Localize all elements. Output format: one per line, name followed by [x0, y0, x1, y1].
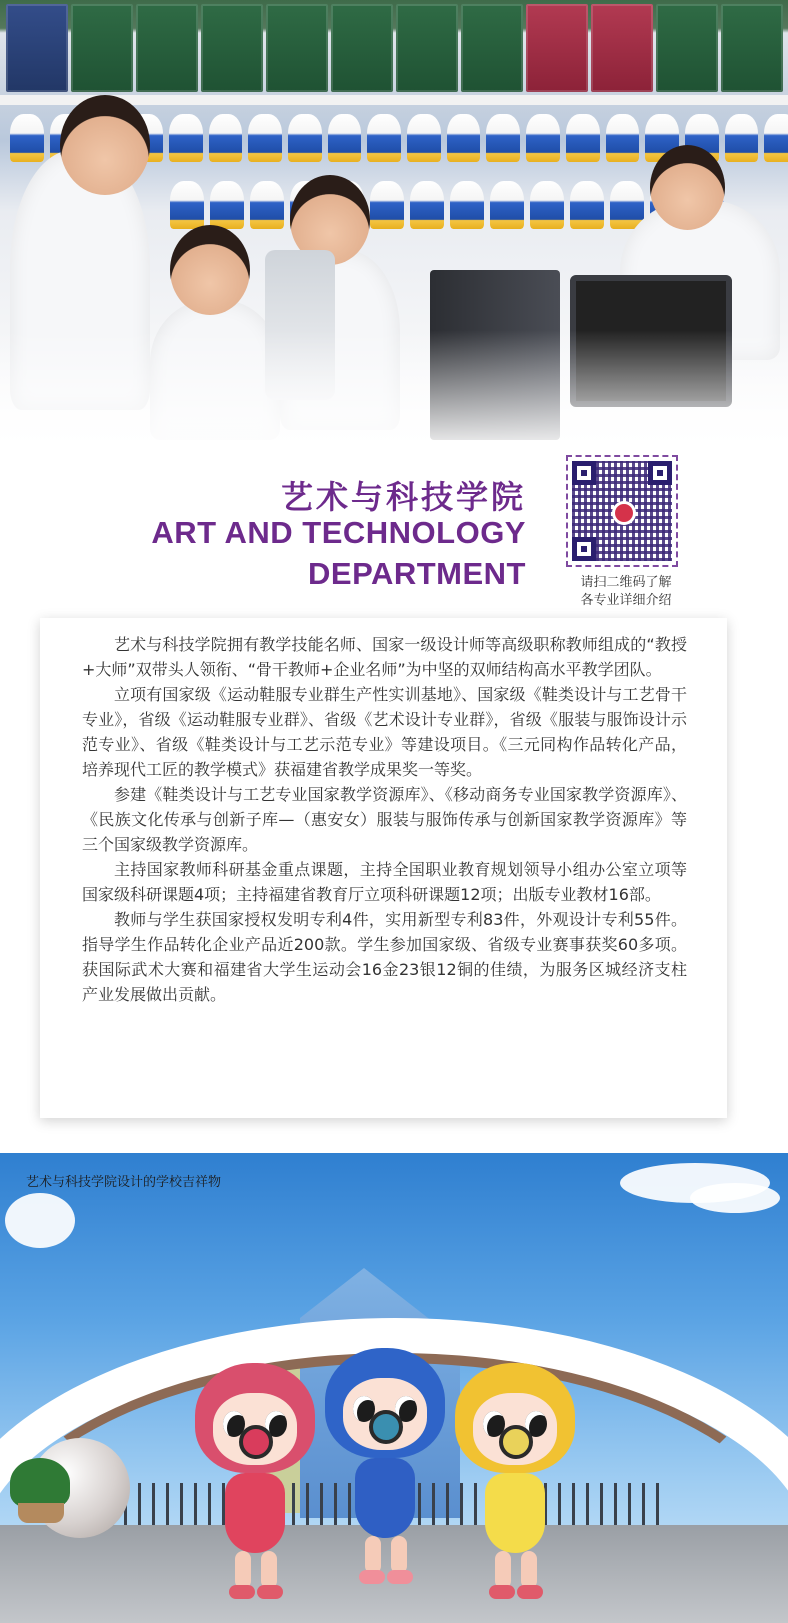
mascot-leg	[495, 1551, 511, 1589]
department-title-en: ART AND TECHNOLOGY	[151, 515, 526, 550]
mascot-nose	[499, 1425, 533, 1459]
mascot-leg	[521, 1551, 537, 1589]
mascot-yellow	[455, 1363, 575, 1603]
certificate-book	[656, 4, 718, 92]
mascot-blue	[325, 1348, 445, 1588]
mascot-shoe	[229, 1585, 255, 1599]
certificate-book	[331, 4, 393, 92]
mascot-shoe	[359, 1570, 385, 1584]
mascot-shoe	[489, 1585, 515, 1599]
certificate-book	[591, 4, 653, 92]
qr-caption-line: 各专业详细介绍	[580, 593, 672, 608]
mascot-leg	[261, 1551, 277, 1589]
cloud	[5, 1193, 75, 1248]
photo-fade	[0, 330, 788, 470]
mascot-leg	[365, 1536, 381, 1574]
mascot-body	[355, 1458, 415, 1538]
mascot-shoe	[257, 1585, 283, 1599]
student-head	[60, 95, 150, 195]
intro-paragraph: 艺术与科技学院拥有教学技能名师、国家一级设计师等高级职称教师组成的“教授+大师”双带头人领衔、“骨干教师+企业名师”为中坚的双师结构高水平教学团队。	[82, 635, 687, 679]
intro-paragraph: 参建《鞋类设计与工艺专业国家教学资源库》、《移动商务专业国家教学资源库》、《民族文化传承与创新子库—（惠安女）服装与服饰传承与创新国家教学资源库》等三个国家级教学资源库。	[82, 785, 687, 854]
intro-paragraph: 立项有国家级《运动鞋服专业群生产性实训基地》、国家级《鞋类设计与工艺骨干专业》，省级《运动鞋服专业群》、省级《艺术设计专业群》，省级《服装与服饰设计示范专业》、省级《鞋类设计与工艺示范专业》等建设项目。《三元同构作品转化产品，培养现代工匠的教学模式》获福建省教学成果奖一等奖。	[82, 685, 687, 779]
qr-pattern	[572, 461, 672, 561]
mascot-shoe	[387, 1570, 413, 1584]
certificate-book	[71, 4, 133, 92]
mascot-body	[225, 1473, 285, 1553]
student-head	[170, 225, 250, 315]
mascot-body	[485, 1473, 545, 1553]
department-title-en: DEPARTMENT	[308, 556, 526, 591]
mascot-leg	[391, 1536, 407, 1574]
scene-caption: 艺术与科技学院设计的学校吉祥物	[26, 1175, 222, 1190]
qr-caption	[566, 574, 686, 610]
certificate-book	[461, 4, 523, 92]
qr-finder	[572, 461, 596, 485]
mascot-shoe	[517, 1585, 543, 1599]
certificate-shelf	[0, 0, 788, 95]
intro-paragraph: 教师与学生获国家授权发明专利4件，实用新型专利83件，外观设计专利55件。指导学生作品转化企业产品近200款。学生参加国家级、省级专业赛事获奖60多项。获国际武术大赛和福建省大学生运动会16金23银12铜的佳绩，为服务区城经济支柱产业发展做出贡献。	[82, 910, 687, 1004]
bonsai-tree	[10, 1458, 70, 1508]
qr-code[interactable]	[566, 455, 678, 567]
bonsai-pot	[18, 1503, 64, 1523]
certificate-book	[201, 4, 263, 92]
certificate-book	[6, 4, 68, 92]
mascot-nose	[239, 1425, 273, 1459]
lab-photo	[0, 0, 788, 470]
mascot-leg	[235, 1551, 251, 1589]
mascot-red	[195, 1363, 315, 1603]
intro-paragraph: 主持国家教师科研基金重点课题，主持全国职业教育规划领导小组办公室立项等国家级科研课题4项；主持福建省教育厅立项科研课题12项；出版专业教材16部。	[82, 860, 687, 904]
mascot-nose	[369, 1410, 403, 1444]
qr-caption-line: 请扫二维码了解	[580, 575, 672, 590]
qr-finder	[572, 537, 596, 561]
certificate-book	[526, 4, 588, 92]
intro-card	[40, 618, 727, 1118]
school-logo-icon	[612, 501, 636, 525]
department-title-cn: 艺术与科技学院	[280, 478, 526, 516]
mascot-scene	[0, 1153, 788, 1623]
student-head	[650, 145, 725, 230]
certificate-book	[721, 4, 783, 92]
qr-finder	[648, 461, 672, 485]
cloud	[690, 1183, 780, 1213]
certificate-book	[136, 4, 198, 92]
certificate-book	[396, 4, 458, 92]
certificate-book	[266, 4, 328, 92]
